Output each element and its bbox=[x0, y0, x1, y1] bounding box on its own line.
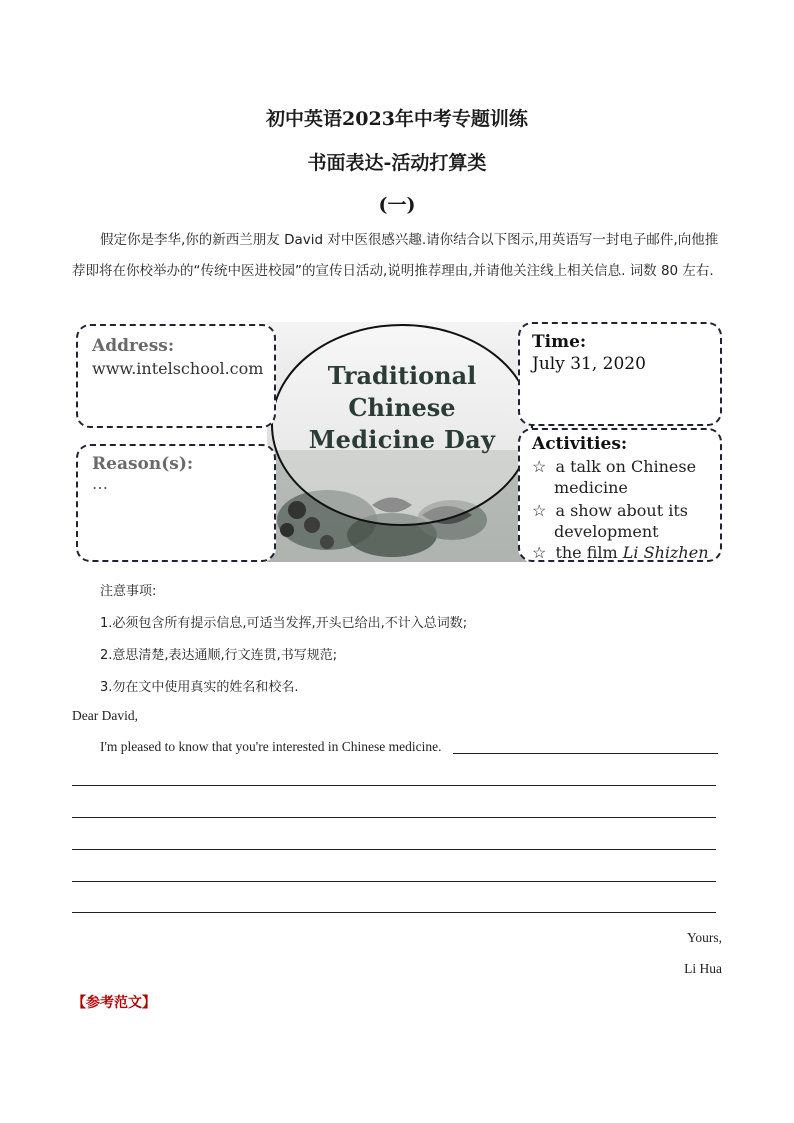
section-number: (一) bbox=[378, 194, 416, 216]
writing-line[interactable] bbox=[72, 817, 716, 818]
activity-2-line-1: a show about its bbox=[555, 501, 688, 520]
activity-1-line-2: medicine bbox=[554, 478, 628, 497]
writing-line[interactable] bbox=[72, 849, 716, 850]
time-box bbox=[518, 322, 722, 426]
reason-box bbox=[76, 444, 276, 562]
doc-title: 初中英语2023年中考专题训练 bbox=[266, 108, 528, 130]
task-prompt: 假定你是李华,你的新西兰朋友 David 对中医很感兴趣.请你结合以下图示,用英语写一封电子邮件,向他推荐即将在你校举办的“传统中医进校园”的宣传日活动,说明推荐理由,并请他关注线上相关信息. 词数 80 左右. bbox=[72, 232, 719, 279]
note-item-1: 1.必须包含所有提示信息,可适当发挥,开头已给出,不计入总词数; bbox=[100, 616, 468, 631]
letter-opening: I'm pleased to know that you're interested in Chinese medicine. bbox=[100, 739, 442, 754]
activity-1-line-1: a talk on Chinese bbox=[555, 457, 697, 476]
address-label: Address: bbox=[92, 336, 175, 356]
reason-label: Reason(s): bbox=[92, 454, 194, 474]
activity-item bbox=[532, 500, 688, 542]
poster-title-line-3: Medicine Day bbox=[308, 425, 496, 454]
writing-line[interactable] bbox=[453, 753, 718, 754]
activity-3-text: the film bbox=[555, 543, 623, 562]
address-box bbox=[76, 324, 276, 428]
address-value: www.intelschool.com bbox=[92, 359, 264, 378]
star-icon: ☆ bbox=[532, 501, 547, 520]
time-value: July 31, 2020 bbox=[532, 354, 646, 374]
letter-greeting: Dear David, bbox=[72, 708, 138, 723]
poster-title-line-1: Traditional bbox=[327, 361, 477, 390]
film-title: Li Shizhen bbox=[622, 543, 709, 562]
writing-line[interactable] bbox=[72, 912, 716, 913]
activities-box bbox=[518, 428, 722, 562]
activities-label: Activities: bbox=[532, 434, 628, 454]
activity-2-line-2: development bbox=[554, 522, 659, 541]
letter-signature: Li Hua bbox=[684, 961, 722, 976]
star-icon: ☆ bbox=[532, 457, 547, 476]
poster-title-line-2: Chinese bbox=[348, 393, 456, 422]
writing-line[interactable] bbox=[72, 785, 716, 786]
poster-figure bbox=[72, 320, 724, 565]
note-item-3: 3.勿在文中使用真实的姓名和校名. bbox=[100, 680, 299, 695]
notes-heading: 注意事项: bbox=[100, 584, 157, 599]
reason-value: … bbox=[92, 474, 108, 493]
letter-closing: Yours, bbox=[686, 930, 722, 945]
activity-item bbox=[532, 542, 709, 563]
writing-line[interactable] bbox=[72, 881, 716, 882]
poster-title bbox=[282, 360, 522, 456]
activity-item bbox=[532, 456, 696, 498]
star-icon: ☆ bbox=[532, 543, 547, 562]
note-item-2: 2.意思清楚,表达通顺,行文连贯,书写规范; bbox=[100, 648, 338, 663]
time-label: Time: bbox=[532, 332, 587, 352]
reference-answer-label: 【参考范文】 bbox=[72, 995, 156, 1011]
doc-subtitle: 书面表达-活动打算类 bbox=[307, 152, 487, 174]
